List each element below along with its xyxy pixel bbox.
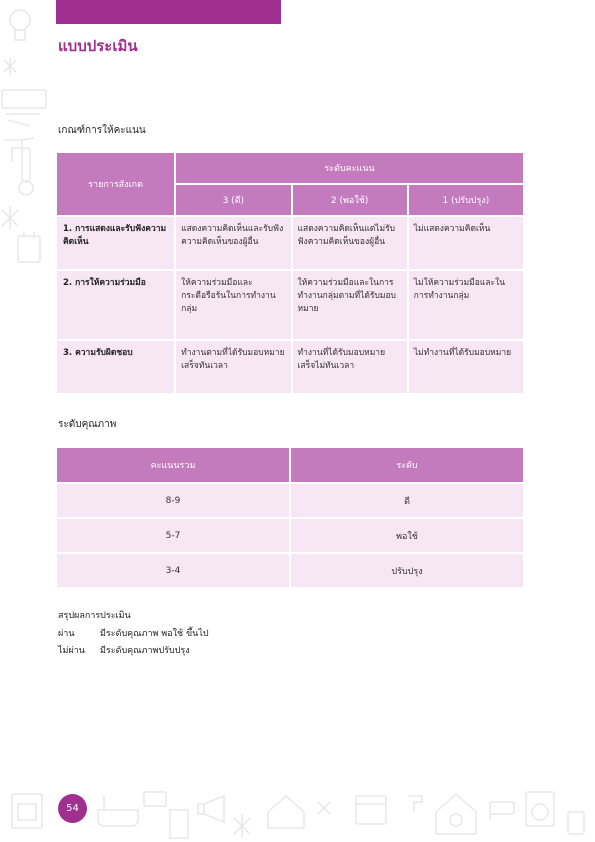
score-level-header: ระดับคะแนน [176,153,523,183]
snowflake-icon [234,814,250,838]
criteria-cell: ไม่แสดงความคิดเห็น [409,217,523,269]
page-title: แบบประเมิน [58,37,138,55]
criteria-cell: ทำงานตามที่ได้รับมอบหมายเสร็จทันเวลา [176,341,290,393]
page-number-badge: 54 [58,794,87,823]
thermometer-icon [19,148,33,195]
score-range: 8-9 [57,484,289,517]
criteria-cell: ทำงานที่ได้รับมอบหมายเสร็จไม่ทันเวลา [293,341,407,393]
criteria-topic: 1. การแสดงและรับฟังความคิดเห็น [57,217,174,269]
left-decoration [0,0,48,270]
summary-heading: สรุปผลการประเมิน [58,611,131,621]
snowflake-small-icon [2,206,18,230]
door-icon [170,810,188,838]
criteria-topic: 3. ความรับผิดชอบ [57,341,174,393]
total-score-header: คะแนนรวม [57,448,289,482]
observation-header: รายการสังเกต [57,153,174,215]
criteria-cell: แสดงความคิดเห็นแต่ไม่รับฟังความคิดเห็นของผู้อื่น [293,217,407,269]
tv-icon [144,792,166,806]
table-row [57,271,523,339]
criteria-heading: เกณฑ์การให้คะแนน [58,125,146,136]
header-accent-bar [56,0,281,24]
home-hand-icon [268,796,304,828]
faucet-icon [408,796,422,812]
score-range: 3-4 [57,554,289,587]
table-row [57,217,523,269]
bathtub-icon [98,796,138,826]
criteria-cell: แสดงความคิดเห็นและรับฟังความคิดเห็นของผู้อื่น [176,217,290,269]
summary-block [58,608,209,661]
plug-icon [18,232,40,262]
criteria-cell: ให้ความร่วมมือและในการทำงานกลุ่มตามที่ได้รับมอบหมาย [293,271,407,339]
quality-level: พอใช้ [291,519,523,552]
criteria-topic: 2. การให้ความร่วมมือ [57,271,174,339]
bottom-decoration [0,784,595,842]
table-row [57,484,523,517]
score-column-improve: 1 (ปรับปรุง) [409,185,523,215]
pass-text: มีระดับคุณภาพ พอใช้ ขึ้นไป [100,628,209,639]
table-row [57,519,523,552]
bed-icon [490,802,514,820]
score-range: 5-7 [57,519,289,552]
calendar-icon [356,796,386,824]
pass-label: ผ่าน [58,628,75,639]
fail-label: ไม่ผ่าน [58,646,85,657]
level-header: ระดับ [291,448,523,482]
quality-level: ปรับปรุง [291,554,523,587]
lightbulb-icon [10,10,30,40]
quality-table [55,446,525,589]
fail-text: มีระดับคุณภาพปรับปรุง [100,646,190,657]
summary-fail-row [58,643,209,661]
table-row [57,341,523,393]
washing-machine-icon [526,792,554,826]
criteria-cell: ไม่ให้ความร่วมมือและในการทำงานกลุ่ม [409,271,523,339]
criteria-cell: ไม่ทำงานที่ได้รับมอบหมาย [409,341,523,393]
quality-level: ดี [291,484,523,517]
oven-icon [12,794,42,828]
air-conditioner-icon [2,90,46,126]
snowflake-icon [4,57,16,75]
score-column-good: 3 (ดี) [176,185,290,215]
criteria-cell: ให้ความร่วมมือและกระตือรือร้นในการทำงานกลุ่ม [176,271,290,339]
criteria-table [55,151,525,395]
clipboard-icon [568,812,584,834]
house-power-icon [436,794,476,834]
summary-pass-row [58,626,209,644]
score-column-fair: 2 (พอใช้) [293,185,407,215]
snowflake-small-icon [318,802,330,814]
quality-heading: ระดับคุณภาพ [58,419,117,430]
megaphone-icon [198,796,224,822]
table-row [57,554,523,587]
